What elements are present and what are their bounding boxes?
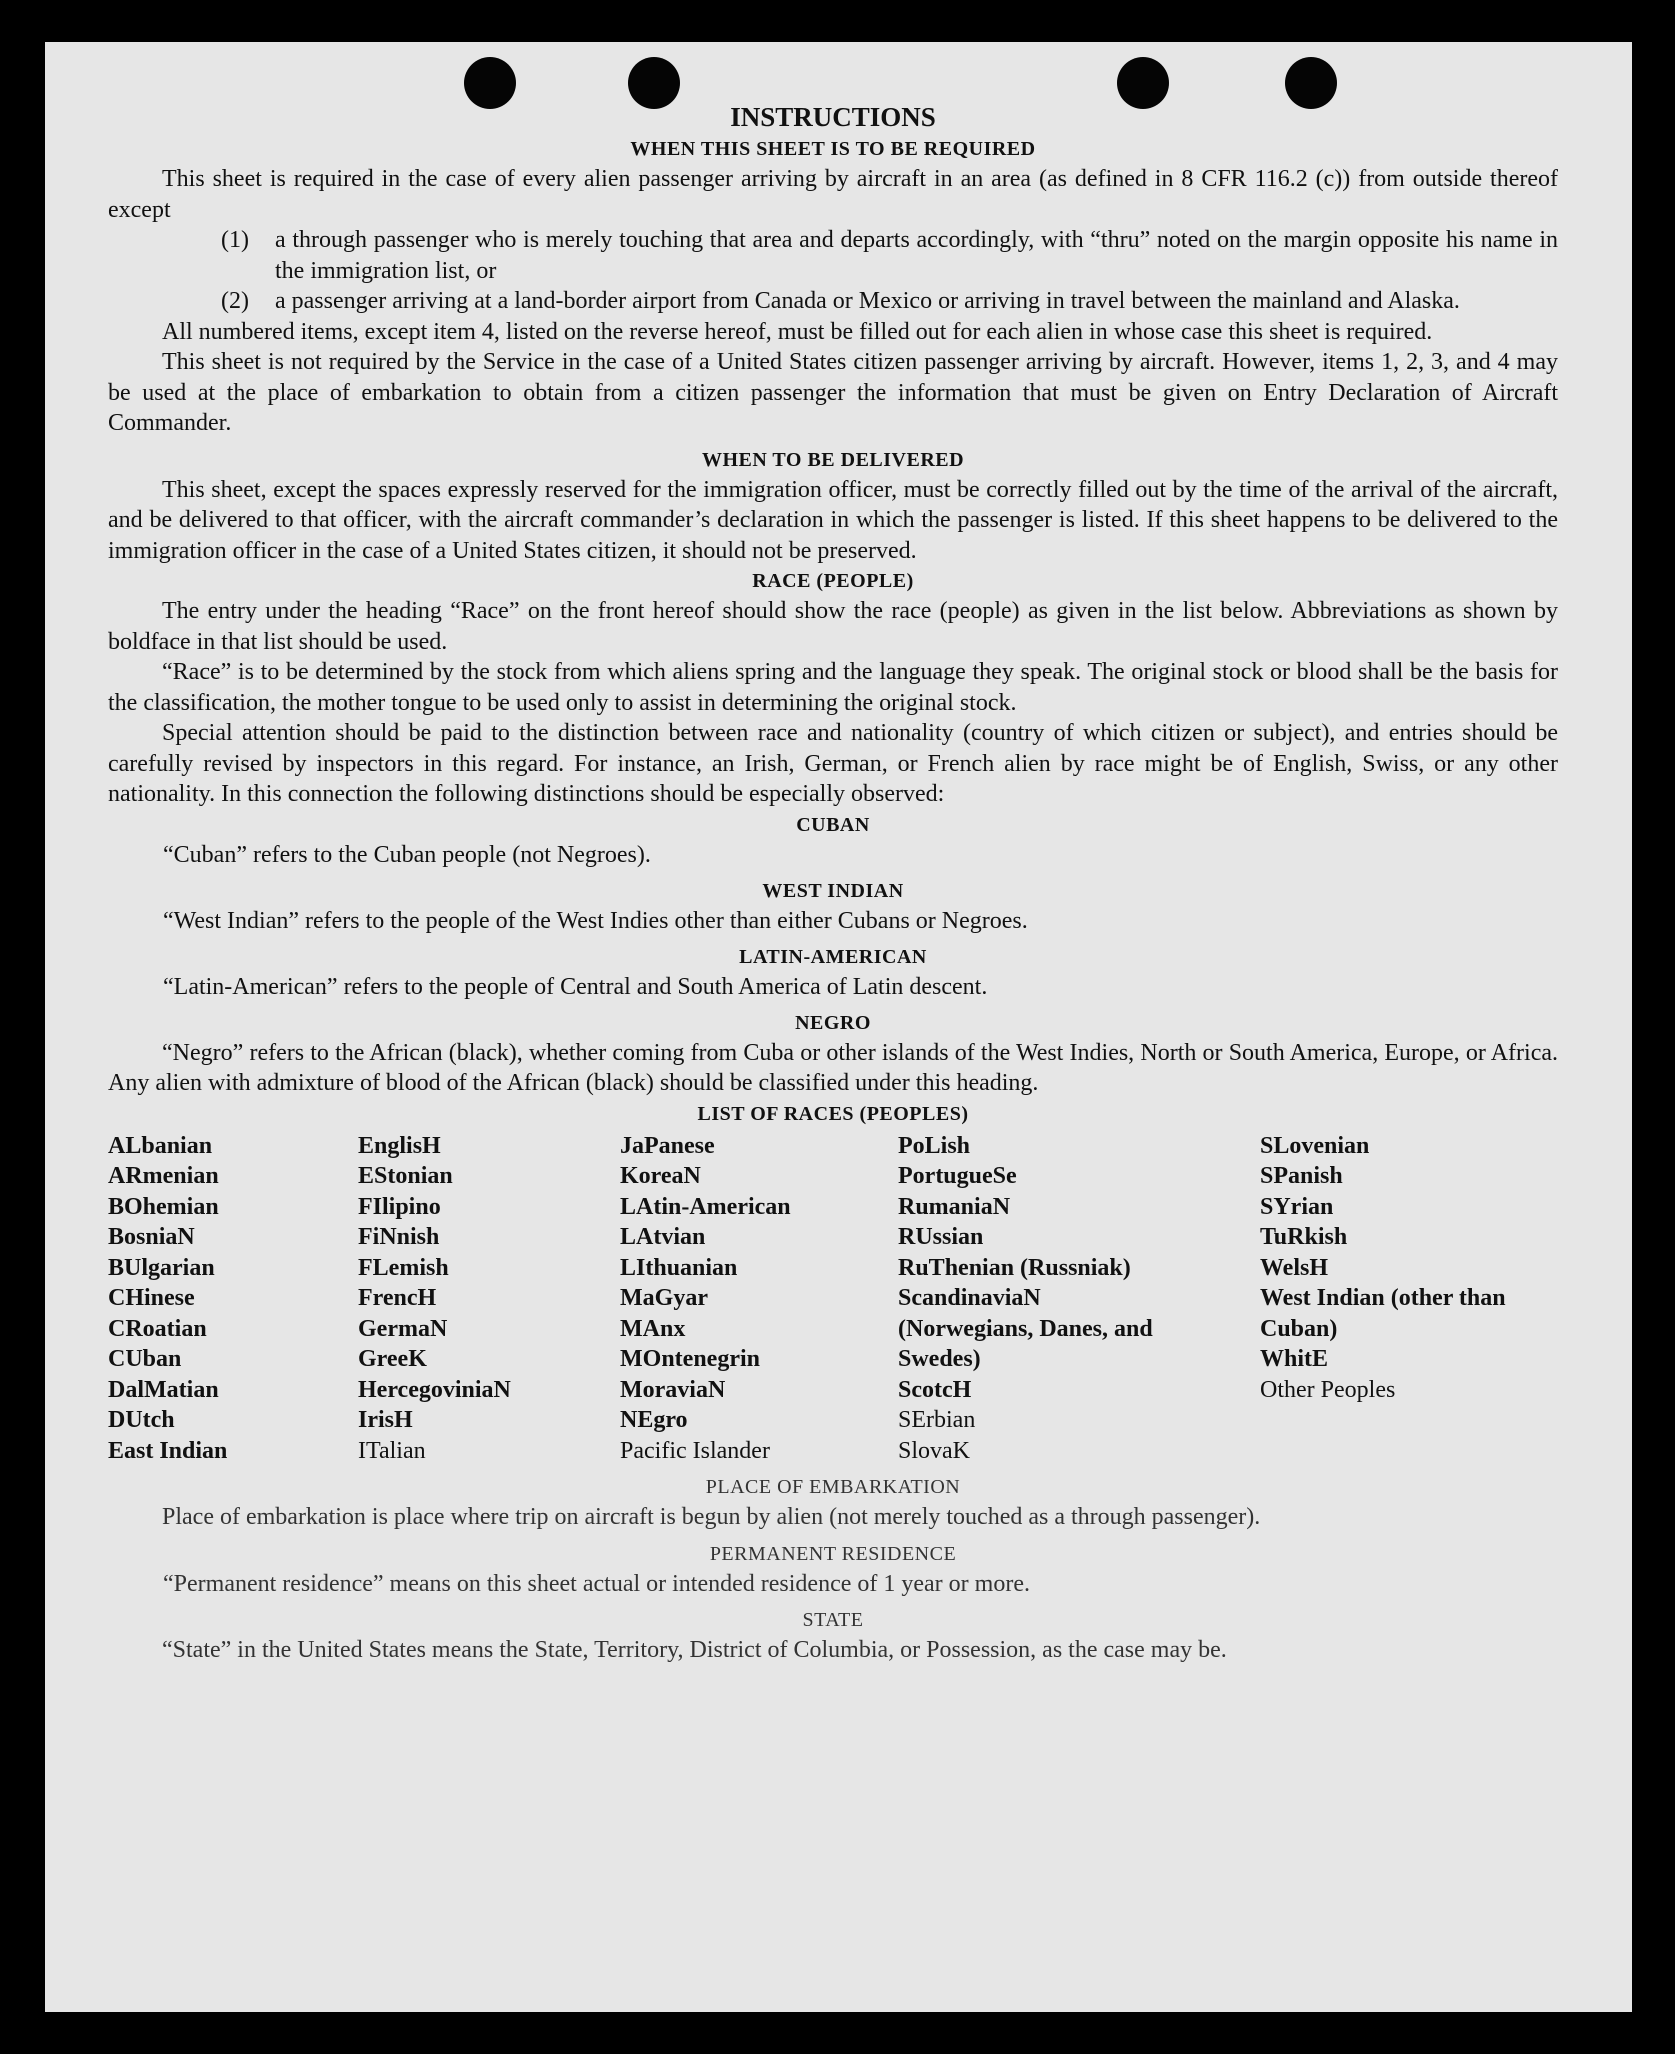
embarkation-text: Place of embarkation is place where trip on aircraft is begun by alien (not merely touched as a through passenger). <box>162 1504 1261 1530</box>
section-heading-negro: NEGRO <box>795 1011 871 1034</box>
race-entry: LIthuanian <box>620 1254 738 1281</box>
race-entry: RumaniaN <box>898 1193 1011 1220</box>
race-entry: Pacific Islander <box>620 1437 770 1464</box>
state-text: “State” in the United States means the State, Territory, District of Columbia, or Possession, as the case may be. <box>162 1636 1227 1663</box>
race-entry: IrisH <box>358 1407 413 1433</box>
race-entry: GreeK <box>358 1346 427 1372</box>
race-entry: ScandinaviaN (Norwegians, Danes, and Swedes) <box>898 1285 1153 1372</box>
negro-definition: “Negro” refers to the African (black), whether coming from Cuba or other islands of the West Indies, North or South America, Europe, or Africa. Any alien with admixture of blood of the African (black) should be classified under this heading. <box>108 1039 1558 1096</box>
races-list <box>108 1131 1558 1467</box>
race-entry: MaGyar <box>620 1285 708 1311</box>
races-column-2 <box>358 1131 620 1467</box>
race-entry: WhitE <box>1260 1346 1329 1372</box>
section-heading-delivered: WHEN TO BE DELIVERED <box>701 448 965 471</box>
race-entry: PortugueSe <box>898 1163 1017 1189</box>
race-entry: BOhemian <box>108 1193 219 1220</box>
race-entry: DalMatian <box>108 1376 219 1403</box>
section-heading-race: RACE (PEOPLE) <box>752 570 914 592</box>
race-entry: EStonian <box>358 1163 453 1189</box>
race-entry: ITalian <box>358 1437 426 1464</box>
section-heading-cuban: CUBAN <box>796 813 870 836</box>
delivered-text: This sheet, except the spaces expressly reserved for the immigration officer, must be correctly filled out by the time of the arrival of the aircraft, and be delivered to that officer, with the aircraft commander’s declaration in which the passenger is listed. If this sheet happens to be delivered to the immigration officer in the case of a United States citizen, it should not be preserved. <box>108 476 1558 564</box>
race-entry: BUlgarian <box>108 1254 215 1281</box>
exception-number: (2) <box>221 288 249 314</box>
section-heading-embarkation: PLACE OF EMBARKATION <box>705 1476 961 1498</box>
latin-american-definition: “Latin-American” refers to the people of Central and South America of Latin descent. <box>163 973 988 1000</box>
race-entry: BosniaN <box>108 1224 195 1250</box>
required-para-3: This sheet is not required by the Service in the case of a United States citizen passenger arriving by aircraft. However, items 1, 2, 3, and 4 may be used at the place of embarkation to obtain from a citizen passenger the information that must be given on Entry Declaration of Aircraft Commander. <box>108 349 1558 436</box>
race-entry: WelsH <box>1260 1254 1329 1281</box>
race-entry: HercegoviniaN <box>358 1376 511 1403</box>
race-entry: SYrian <box>1260 1193 1334 1220</box>
section-heading-state: STATE <box>802 1608 864 1631</box>
document-content <box>108 100 1558 1665</box>
race-entry: ALbanian <box>108 1132 213 1159</box>
race-entry: SPanish <box>1260 1163 1343 1189</box>
races-column-1 <box>108 1131 358 1467</box>
race-entry: CHinese <box>108 1285 195 1311</box>
race-entry: JaPanese <box>620 1132 715 1159</box>
race-entry: SLovenian <box>1260 1132 1370 1159</box>
races-column-4 <box>898 1131 1180 1467</box>
race-para-3: Special attention should be paid to the distinction between race and nationality (country of which citizen or subject), and entries should be carefully revised by inspectors in this regard. For instance, an Irish, German, or French alien by race might be of English, Swiss, or any other nationality. In this connection the following distinctions should be especially observed: <box>108 720 1558 807</box>
exception-number: (1) <box>221 227 249 253</box>
race-entry: LAtvian <box>620 1224 706 1250</box>
section-heading-west-indian: WEST INDIAN <box>762 879 904 902</box>
required-para-2: All numbered items, except item 4, listed on the reverse hereof, must be filled out for each alien in whose case this sheet is required. <box>162 318 1433 345</box>
race-entry: Other Peoples <box>1260 1376 1396 1403</box>
required-intro: This sheet is required in the case of every alien passenger arriving by aircraft in an area (as defined in 8 CFR 116.2 (c)) from outside thereof except <box>108 166 1558 223</box>
race-entry: MAnx <box>620 1315 686 1342</box>
race-entry: FrencH <box>358 1285 437 1311</box>
race-entry: LAtin-American <box>620 1193 791 1220</box>
race-entry: ARmenian <box>108 1163 219 1189</box>
race-entry: RUssian <box>898 1224 984 1250</box>
section-heading-latin-american: LATIN-AMERICAN <box>739 945 927 968</box>
exception-text: a passenger arriving at a land-border airport from Canada or Mexico or arriving in travel between the mainland and Alaska. <box>275 288 1460 314</box>
race-entry: CRoatian <box>108 1315 207 1342</box>
cuban-definition: “Cuban” refers to the Cuban people (not Negroes). <box>163 841 651 868</box>
race-para-1: The entry under the heading “Race” on the front hereof should show the race (people) as given in the list below. Abbreviations as shown by boldface in that list should be used. <box>108 598 1558 655</box>
race-entry: KoreaN <box>620 1163 701 1189</box>
exception-item-1 <box>108 225 1558 286</box>
race-entry: MoraviaN <box>620 1376 726 1403</box>
exception-item-2 <box>108 286 1558 317</box>
race-entry: East Indian <box>108 1437 228 1464</box>
race-entry: MOntenegrin <box>620 1346 760 1372</box>
section-heading-residence: PERMANENT RESIDENCE <box>709 1542 957 1565</box>
race-entry: SErbian <box>898 1407 976 1433</box>
race-entry: NEgro <box>620 1407 688 1433</box>
race-para-2: “Race” is to be determined by the stock from which aliens spring and the language they speak. The original stock or blood shall be the basis for the classification, the mother tongue to be used only to assist in determining the original stock. <box>108 659 1558 716</box>
race-entry: GermaN <box>358 1315 448 1342</box>
race-entry: RuThenian (Russniak) <box>898 1254 1131 1281</box>
west-indian-definition: “West Indian” refers to the people of the West Indies other than either Cubans or Negroes. <box>163 907 1028 934</box>
races-column-3 <box>620 1131 898 1467</box>
race-entry: PoLish <box>898 1132 971 1159</box>
section-heading-required: WHEN THIS SHEET IS TO BE REQUIRED <box>630 138 1036 160</box>
residence-text: “Permanent residence” means on this sheet actual or intended residence of 1 year or more. <box>163 1570 1030 1597</box>
race-entry: TuRkish <box>1260 1224 1348 1250</box>
race-entry: FiNnish <box>358 1224 440 1250</box>
exception-text: a through passenger who is merely touching that area and departs accordingly, with “thru” noted on the margin opposite his name in the immigration list, or <box>275 227 1558 284</box>
race-entry: DUtch <box>108 1407 175 1433</box>
race-entry: CUban <box>108 1346 182 1372</box>
race-entry: ScotcH <box>898 1376 972 1403</box>
race-entry: EnglisH <box>358 1132 441 1159</box>
race-entry: FIlipino <box>358 1193 441 1220</box>
race-entry: FLemish <box>358 1254 449 1281</box>
race-entry: SlovaK <box>898 1437 970 1464</box>
races-column-5 <box>1260 1131 1510 1467</box>
page-title: INSTRUCTIONS <box>730 102 936 132</box>
race-entry: West Indian (other than Cuban) <box>1260 1285 1506 1342</box>
section-heading-list-of-races: LIST OF RACES (PEOPLES) <box>697 1102 969 1125</box>
